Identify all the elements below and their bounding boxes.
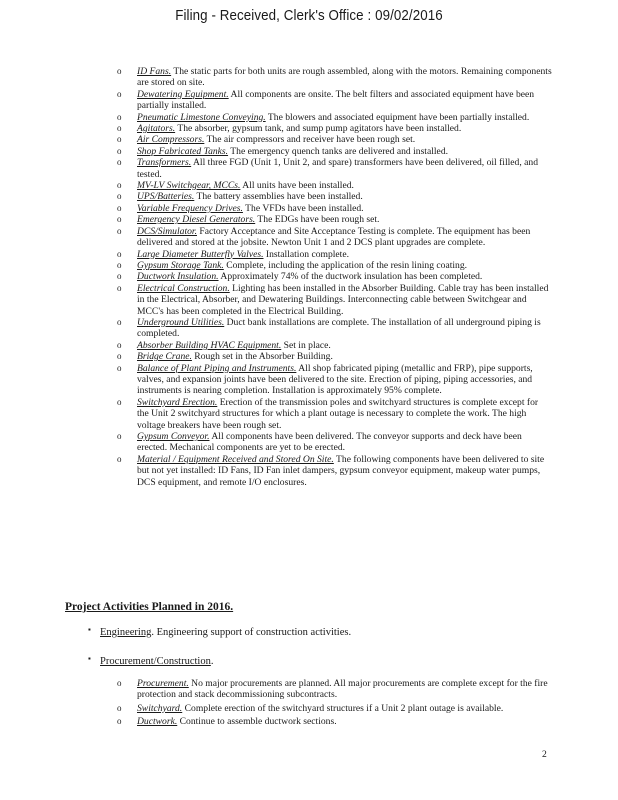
item-text: The following components have been delivered to site but not yet installed: ID Fans, ID Fan inlet dampers, gypsum conveyor equipment, makeup water pumps, DCS equipment, and remote I/O enclosures. — [137, 453, 545, 488]
item-title: Variable Frequency Drives. — [137, 202, 243, 214]
item-title: Material / Equipment Received and Stored On Site. — [137, 453, 334, 465]
item-title: Air Compressors. — [137, 134, 205, 146]
hollow-bullet-icon: o — [117, 88, 122, 99]
hollow-bullet-icon: o — [117, 702, 122, 713]
item-text: The emergency quench tanks are delivered and installed. — [228, 145, 449, 157]
list-item — [0, 203, 618, 214]
item-text: Set in place. — [281, 339, 331, 351]
hollow-bullet-icon: o — [117, 248, 122, 259]
page-number: 2 — [542, 749, 547, 760]
item-text: No major procurements are planned. All major procurements are complete except for the fire protection and stack decommissioning subcontracts. — [137, 678, 548, 701]
item-text: Erection of the transmission poles and switchyard structures is complete except for the Unit 2 switchyard structures for which a plant outage is necessary to complete the work. The high voltage breakers have been rough set. — [137, 396, 539, 431]
list-item — [0, 66, 618, 89]
hollow-bullet-icon: o — [117, 66, 122, 76]
hollow-bullet-icon: o — [117, 202, 122, 213]
item-text: The air compressors and receiver have been rough set. — [204, 134, 416, 146]
item-text: Duct bank installations are complete. The installation of all underground piping is completed. — [137, 316, 541, 340]
hollow-bullet-icon: o — [117, 339, 122, 350]
section-title: Project Activities Planned in 2016. — [65, 601, 234, 613]
hollow-bullet-icon: o — [117, 191, 122, 202]
item-text: Complete erection of the switchyard structures if a Unit 2 plant outage is available. — [182, 702, 504, 714]
list-item — [0, 340, 618, 351]
list-item — [0, 716, 618, 727]
item-title: Switchyard. — [137, 702, 183, 714]
list-item — [0, 112, 618, 123]
procurement-text: . — [210, 656, 214, 667]
progress-items-list — [0, 66, 618, 488]
list-item — [0, 703, 618, 714]
document-body — [0, 66, 618, 488]
list-item — [0, 431, 618, 454]
item-title: ID Fans. — [137, 66, 172, 77]
engineering-label: Engineering — [100, 627, 152, 638]
list-item — [0, 123, 618, 134]
list-item — [0, 226, 618, 249]
list-item — [0, 134, 618, 145]
item-title: UPS/Batteries. — [137, 191, 195, 203]
list-item — [0, 678, 618, 701]
item-title: Agitators. — [137, 123, 176, 135]
hollow-bullet-icon: o — [117, 316, 122, 327]
item-title: Bridge Crane. — [137, 351, 192, 363]
item-title: MV-LV Switchgear, MCCs. — [137, 180, 241, 192]
item-title: Pneumatic Limestone Conveying. — [137, 111, 266, 123]
item-text: All three FGD (Unit 1, Unit 2, and spare) transformers have been delivered, oil filled, and tested. — [137, 157, 538, 180]
item-text: Installation complete. — [263, 248, 350, 260]
list-item — [0, 283, 618, 317]
item-title: Transformers. — [137, 157, 192, 169]
hollow-bullet-icon: o — [117, 145, 122, 156]
item-title: Emergency Diesel Generators. — [137, 214, 256, 226]
item-text: Continue to assemble ductwork sections. — [177, 716, 337, 728]
hollow-bullet-icon: o — [117, 431, 122, 441]
item-title: Gypsum Storage Tank. — [137, 259, 224, 271]
list-item — [0, 157, 618, 180]
item-text: All shop fabricated piping (metallic and FRP), pipe supports, valves, and expansion joints have been delivered to the site. Erection of piping, piping accessories, and instruments is nearing completion. Installation is approximately 95% complete. — [137, 362, 533, 397]
hollow-bullet-icon: o — [117, 225, 122, 236]
list-item — [0, 180, 618, 191]
planned-activities-list — [0, 678, 618, 728]
item-title: Gypsum Conveyor. — [137, 431, 210, 442]
item-title: Large Diameter Butterfly Valves. — [137, 248, 264, 260]
item-text: All units have been installed. — [240, 180, 354, 192]
hollow-bullet-icon: o — [117, 259, 122, 270]
hollow-bullet-icon: o — [117, 111, 122, 122]
hollow-bullet-icon: o — [117, 134, 122, 145]
item-text: The VFDs have been installed. — [242, 202, 364, 214]
list-item — [0, 271, 618, 282]
item-text: The EDGs have been rough set. — [255, 214, 380, 226]
item-title: Underground Utilities. — [137, 316, 225, 328]
item-text: The battery assemblies have been installed. — [194, 191, 363, 203]
procurement-label: Procurement/Construction — [100, 656, 211, 667]
hollow-bullet-icon: o — [117, 351, 122, 362]
item-title: Ductwork Insulation. — [137, 271, 219, 283]
item-title: Balance of Plant Piping and Instruments. — [137, 362, 297, 374]
item-text: The absorber, gypsum tank, and sump pump agitators have been installed. — [175, 123, 462, 135]
list-item — [0, 214, 618, 225]
list-item — [0, 89, 618, 112]
item-title: Absorber Building HVAC Equipment. — [137, 339, 282, 351]
square-bullet-icon: ▪ — [88, 654, 91, 663]
engineering-text: . Engineering support of construction activities. — [151, 627, 352, 638]
item-title: Procurement. — [137, 678, 189, 689]
item-title: DCS/Simulator. — [137, 225, 197, 237]
filing-header: Filing - Received, Clerk's Office : 09/02/2016 — [175, 8, 443, 24]
list-item — [0, 249, 618, 260]
list-item — [0, 260, 618, 271]
square-bullet-icon: ▪ — [88, 625, 91, 634]
item-text: Factory Acceptance and Site Acceptance Testing is complete. The equipment has been delivered and stored at the jobsite. Newton Unit 1 and 2 DCS plant upgrades are complete. — [137, 225, 531, 249]
item-text: All components have been delivered. The conveyor supports and deck have been erected. Mechanical components are yet to be erected. — [137, 431, 522, 454]
hollow-bullet-icon: o — [117, 362, 122, 373]
hollow-bullet-icon: o — [117, 214, 122, 225]
list-item — [0, 146, 618, 157]
item-text: Complete, including the application of the resin lining coating. — [223, 259, 468, 271]
hollow-bullet-icon: o — [117, 453, 122, 464]
list-item — [0, 351, 618, 362]
item-text: Lighting has been installed in the Absorber Building. Cable tray has been installed in the Electrical, Absorber, and Dewatering Buildings. Interconnecting cable between Switchgear and MCC's has been completed in the Electrical Building. — [137, 282, 549, 317]
list-item — [0, 363, 618, 397]
hollow-bullet-icon: o — [117, 157, 122, 168]
hollow-bullet-icon: o — [117, 282, 122, 293]
hollow-bullet-icon: o — [117, 678, 122, 688]
item-text: The static parts for both units are rough assembled, along with the motors. Remaining components are stored on site. — [137, 66, 552, 89]
list-item — [0, 317, 618, 340]
hollow-bullet-icon: o — [117, 716, 122, 727]
item-title: Dewatering Equipment. — [137, 88, 229, 100]
item-text: All components are onsite. The belt filters and associated equipment have been partially installed. — [137, 88, 535, 112]
hollow-bullet-icon: o — [117, 396, 122, 407]
item-title: Shop Fabricated Tanks. — [137, 145, 229, 157]
item-text: The blowers and associated equipment have been partially installed. — [265, 111, 530, 123]
hollow-bullet-icon: o — [117, 180, 122, 191]
item-text: Approximately 74% of the ductwork insulation has been completed. — [218, 271, 483, 283]
list-item — [0, 191, 618, 202]
list-item — [0, 454, 618, 488]
item-title: Switchyard Erection. — [137, 396, 218, 408]
hollow-bullet-icon: o — [117, 123, 122, 134]
item-text: Rough set in the Absorber Building. — [191, 351, 333, 363]
item-title: Electrical Construction. — [137, 282, 230, 294]
hollow-bullet-icon: o — [117, 271, 122, 282]
list-item — [0, 397, 618, 431]
item-title: Ductwork. — [137, 716, 178, 728]
